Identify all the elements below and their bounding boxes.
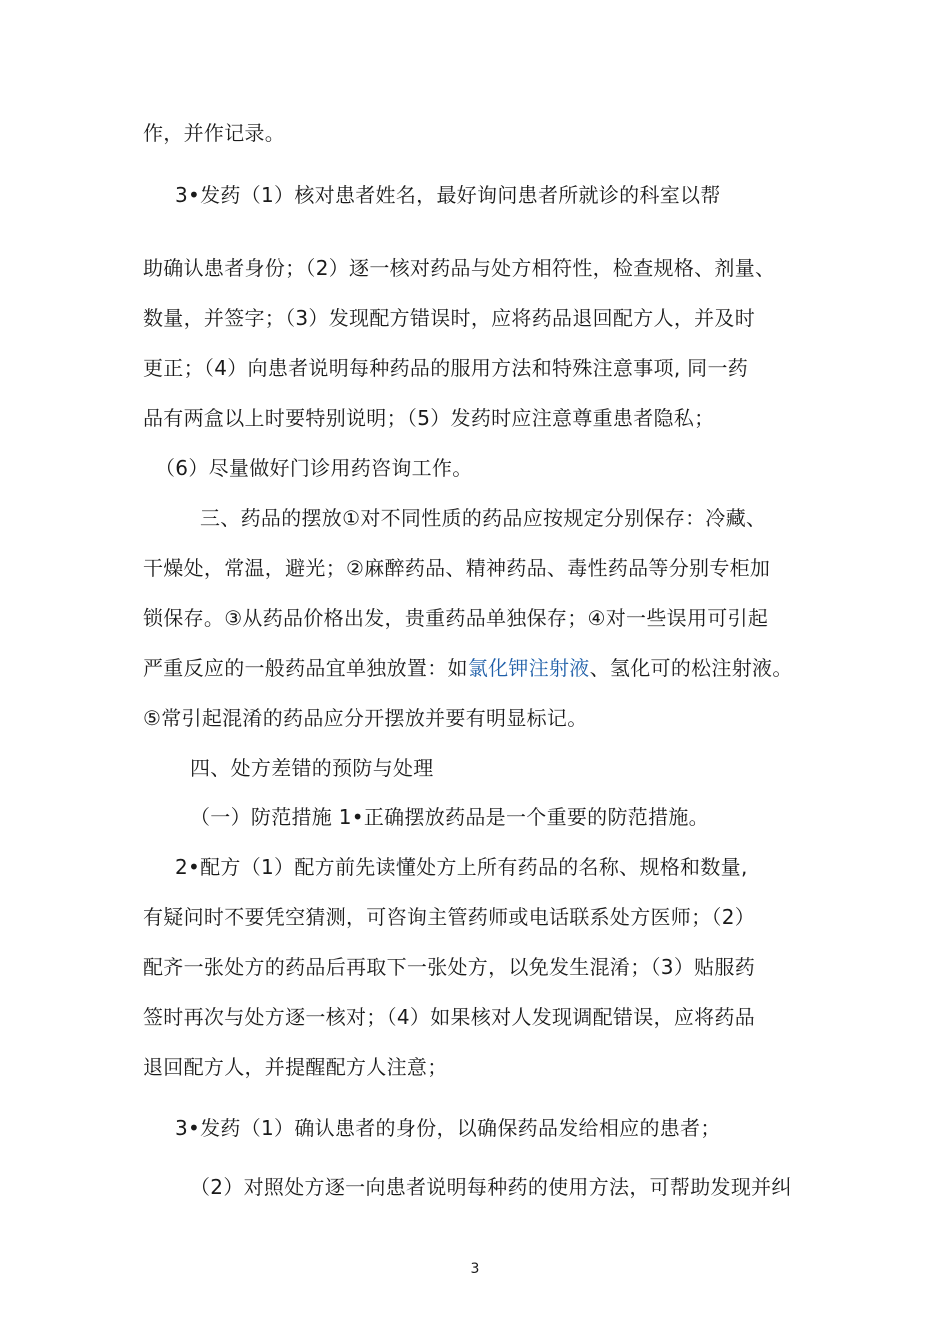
section-heading: 四、处方差错的预防与处理	[190, 756, 434, 780]
paragraph-line: 更正；（4）向患者说明每种药品的服用方法和特殊注意事项, 同一药	[143, 356, 749, 380]
paragraph-line: 签时再次与处方逐一核对；（4）如果核对人发现调配错误，应将药品	[143, 1005, 756, 1029]
paragraph-line: 有疑问时不要凭空猜测，可咨询主管药师或电话联系处方医师；（2）	[143, 905, 756, 929]
paragraph-line: 数量，并签字；（3）发现配方错误时，应将药品退回配方人，并及时	[143, 306, 756, 330]
paragraph-line-with-link	[143, 653, 793, 683]
paragraph-line: 助确认患者身份；（2）逐一核对药品与处方相符性，检查规格、剂量、	[143, 256, 776, 280]
page-number: 3	[470, 1261, 480, 1277]
paragraph-text: 。	[772, 656, 793, 680]
paragraph-line: 锁保存。③从药品价格出发，贵重药品单独保存；④对一些误用可引起	[143, 606, 769, 630]
paragraph-line: 退回配方人，并提醒配方人注意；	[143, 1055, 448, 1079]
paragraph-line: ⑤常引起混淆的药品应分开摆放并要有明显标记。	[143, 706, 588, 730]
paragraph-line: （6）尽量做好门诊用药咨询工作。	[155, 456, 473, 480]
paragraph-line: 品有两盒以上时要特别说明；（5）发药时应注意尊重患者隐私；	[143, 406, 715, 430]
paragraph-line: 3•发药（1）确认患者的身份，以确保药品发给相应的患者；	[175, 1116, 721, 1140]
paragraph-line: 干燥处，常温，避光；②麻醉药品、精神药品、毒性药品等分别专柜加	[143, 556, 771, 580]
drug-link[interactable]: 氯化钾注射液	[467, 656, 590, 680]
paragraph-line: 3•发药（1）核对患者姓名，最好询问患者所就诊的科室以帮	[175, 183, 721, 207]
paragraph-line: 2•配方（1）配方前先读懂处方上所有药品的名称、规格和数量,	[175, 855, 748, 879]
paragraph-text: 严重反应的一般药品宜单独放置：如	[143, 656, 468, 680]
subsection-line: （一）防范措施 1•正确摆放药品是一个重要的防范措施。	[190, 805, 709, 829]
paragraph-line: （2）对照处方逐一向患者说明每种药的使用方法，可帮助发现并纠	[190, 1175, 792, 1199]
paragraph-line: 配齐一张处方的药品后再取下一张处方，以免发生混淆；（3）贴服药	[143, 955, 756, 979]
paragraph-line: 作，并作记录。	[143, 121, 286, 145]
section-heading-line: 三、药品的摆放①对不同性质的药品应按规定分别保存：冷藏、	[200, 506, 767, 530]
paragraph-text: 、氢化可的松注射液	[589, 656, 773, 680]
